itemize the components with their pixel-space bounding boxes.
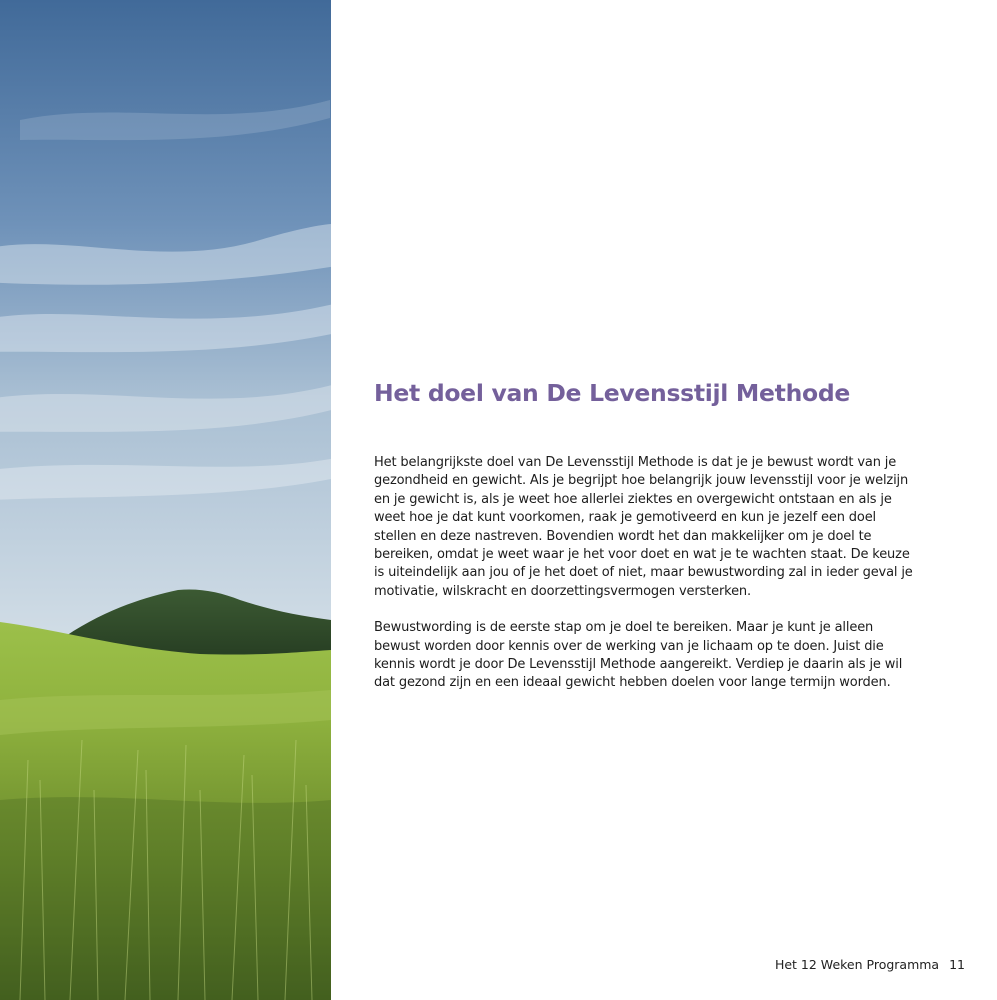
article-paragraph-1: Het belangrijkste doel van De Levensstijl Methode is dat je je bewust wordt van je gezondheid en gewicht. Als je begrijpt hoe belangrijk jouw levensstijl voor je welzijn en je gewicht is, als je weet hoe allerlei ziektes en overgewicht ontstaan en als je weet hoe je dat kunt voorkomen, raak je gemotiveerd en kun je jezelf een doel stellen en deze nastreven. Bovendien wordt het dan makkelijker om je doel te bereiken, omdat je weet waar je het voor doet en wat je te wachten staat. De keuze is uiteindelijk aan jou of je het doet of niet, maar bewustwording zal in ieder geval je motivatie, wilskracht en doorzettingsvermogen versterken. [374,455,913,599]
landscape-photo [0,0,331,1000]
article [374,378,934,693]
page-footer [775,957,965,972]
article-title: Het doel van De Levensstijl Methode [374,379,851,407]
article-paragraph-2: Bewustwording is de eerste stap om je doel te bereiken. Maar je kunt je alleen bewust worden door kennis over de werking van je lichaam op te doen. Juist die kennis wordt je door De Levensstijl Methode aangereikt. Verdiep je daarin als je wil dat gezond zijn en een ideaal gewicht hebben doelen voor lange termijn worden. [374,620,903,691]
landscape-illustration [0,0,331,1000]
running-title: Het 12 Weken Programma [774,957,940,972]
page-number: 11 [949,957,965,972]
meadow-shade [0,797,331,1000]
